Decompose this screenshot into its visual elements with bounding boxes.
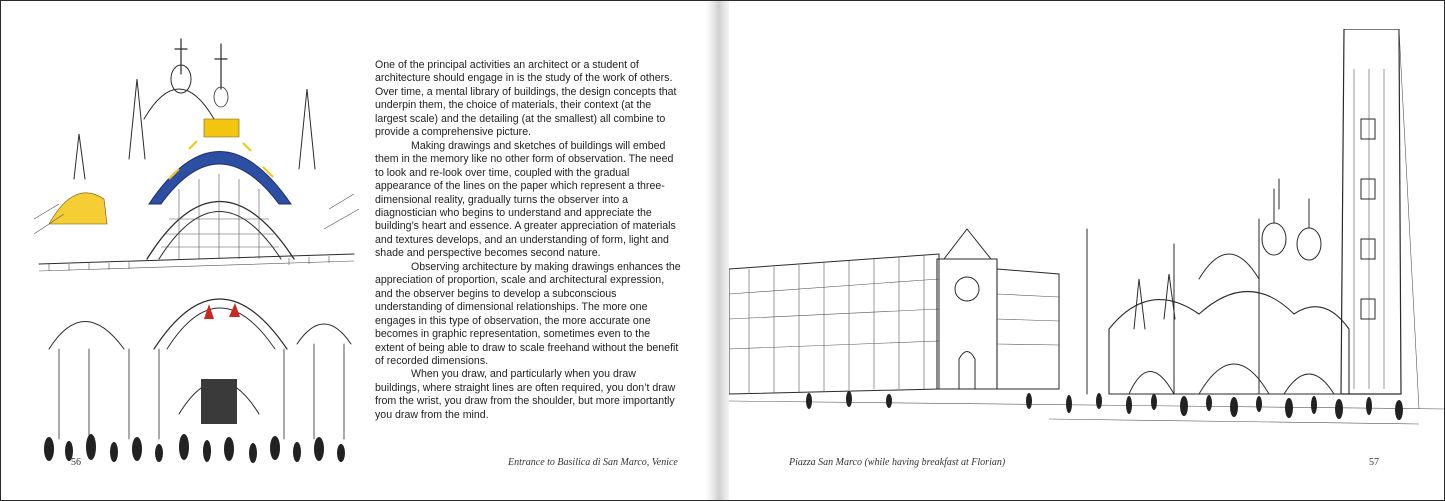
paragraph-1: One of the principal activities an architect or a student of architecture should engage in is the study of the work of others. Over time, a mental library of buildings, the design concepts that underpin them, the choice of materials, their context (at the largest scale) and the detailing (at the smallest) all combine to provide a comprehensive picture. <box>375 59 677 139</box>
left-page <box>1 1 713 500</box>
paragraph-2: Making drawings and sketches of buildings will embed them in the memory like no other form of observation. The need to look and re-look over time, coupled with the gradual appearance of the lines on the paper which represent a three-dimensional reality, gradually turns the observer into a diagnostician who begins to understand and appreciate the building’s heart and essence. A greater appreciation of materials and textures develops, and an understanding of form, light and shade and perspective becomes second nature. <box>375 139 676 260</box>
basilica-drawing <box>29 19 369 479</box>
page-number-left: 56 <box>71 457 81 468</box>
paragraph-4: When you draw, and particularly when you draw buildings, where straight lines are often required, you don’t draw from the wrist, you draw from the shoulder, but more importantly you draw from the mind. <box>375 368 676 421</box>
piazza-sketch <box>729 29 1445 449</box>
caption-right: Piazza San Marco (while having breakfast at Florian) <box>789 457 1006 468</box>
body-text <box>375 59 681 422</box>
page-number-right: 57 <box>1369 457 1379 468</box>
piazza-drawing <box>729 29 1445 449</box>
caption-left: Entrance to Basilica di San Marco, Venice <box>508 457 678 468</box>
paragraph-3: Observing architecture by making drawings enhances the appreciation of proportion, scale and architectural expression, and the observer begins to develop a subconscious understanding of dimensional relationships. The more one engages in this type of observation, the more accurate one becomes in graphic representation, sometimes even to the extent of being able to draw to scale freehand without the benefit of recorded dimensions. <box>375 260 681 367</box>
basilica-sketch <box>29 19 369 479</box>
right-page <box>729 1 1445 500</box>
